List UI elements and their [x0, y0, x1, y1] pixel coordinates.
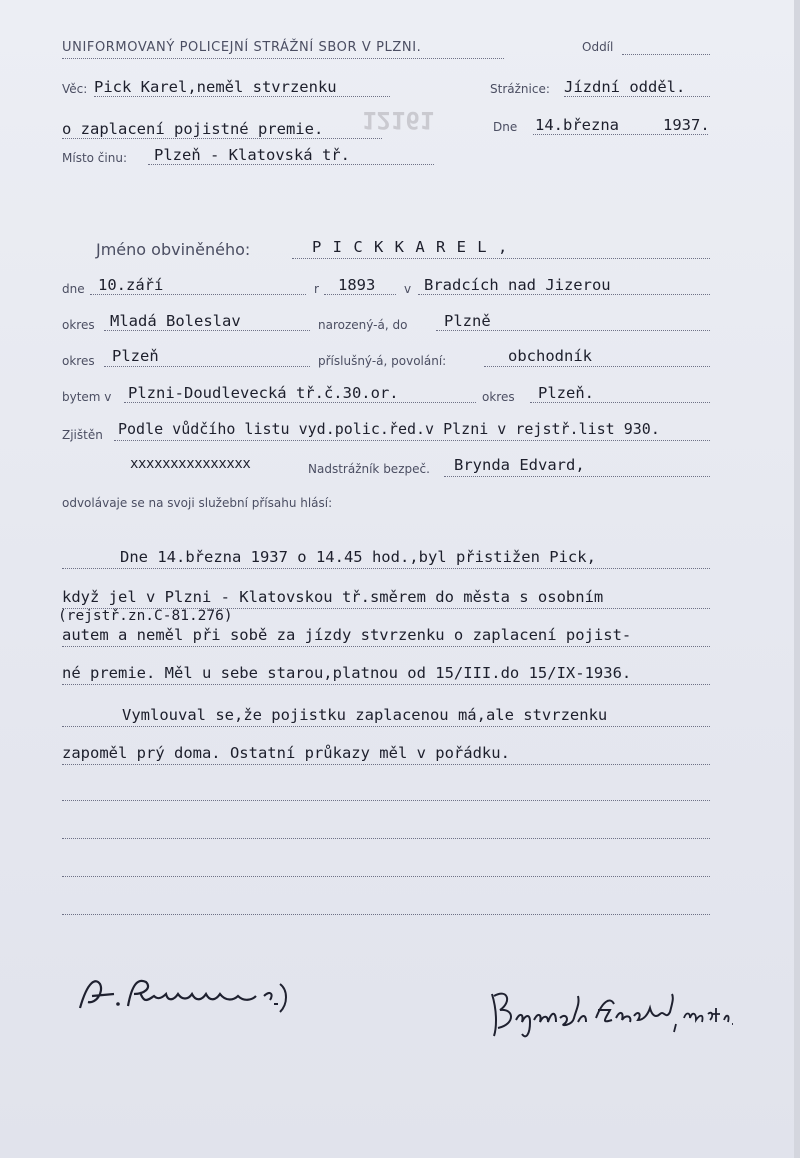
- station-rule: [564, 96, 710, 97]
- report-rule-6: [62, 764, 710, 765]
- blank-rule-1: [62, 800, 710, 801]
- prislusny-label: příslušný-á, povolání:: [318, 354, 447, 368]
- report-insert: (rejstř.zn.C-81.276): [58, 608, 233, 624]
- birth-day: 10.září: [98, 276, 164, 294]
- blank-rule-4: [62, 914, 710, 915]
- officer-name-rule: [444, 476, 710, 477]
- narozeny-value: Plzně: [444, 312, 491, 330]
- bytem-label: bytem v: [62, 390, 112, 404]
- narozeny-label: narozený-á, do: [318, 318, 408, 332]
- page-edge: [794, 0, 800, 1158]
- oath-text: odvolávaje se na svoji služební přísahu hlásí:: [62, 496, 333, 510]
- accused-name-label: Jméno obviněného:: [96, 240, 251, 259]
- report-line-6: zapoměl prý doma. Ostatní průkazy měl v pořádku.: [62, 744, 510, 762]
- domicile-district-rule: [104, 366, 310, 367]
- authority-header: UNIFORMOVANÝ POLICEJNÍ STRÁŽNÍ SBOR V PLZNI.: [62, 40, 422, 55]
- accused-name: P I C K K A R E L ,: [312, 238, 509, 256]
- residence: Plzni-Doudlevecká tř.č.30.or.: [128, 384, 399, 402]
- birth-district-rule: [104, 330, 310, 331]
- report-line-3: autem a neměl při sobě za jízdy stvrzenku o zaplacení pojist-: [62, 626, 632, 644]
- subject-line-1: Pick Karel,neměl stvrzenku: [94, 78, 337, 96]
- birth-place: Bradcích nad Jizerou: [424, 276, 611, 294]
- subject-line-2-rule: [62, 138, 382, 139]
- report-line-1: Dne 14.března 1937 o 14.45 hod.,byl přistižen Pick,: [120, 548, 596, 566]
- occupation: obchodník: [508, 347, 592, 365]
- report-rule-5: [62, 726, 710, 727]
- date-year: 1937.: [663, 116, 710, 134]
- accused-name-rule: [292, 258, 710, 259]
- place-value: Plzeň - Klatovská tř.: [154, 146, 350, 164]
- r-label: r: [314, 282, 319, 296]
- officer-rank-label: Nadstrážník bezpeč.: [308, 462, 430, 476]
- report-rule-1: [62, 568, 710, 569]
- date-value: 14.března: [535, 116, 619, 134]
- officer-name: Brynda Edvard,: [454, 456, 585, 474]
- identified-rule: [114, 440, 710, 441]
- subject-label: Věc:: [62, 82, 88, 96]
- blank-rule-2: [62, 838, 710, 839]
- identified: Podle vůdčího listu vyd.polic.řed.v Plzni v rejstř.list 930.: [118, 420, 660, 438]
- okres2-label: okres: [62, 354, 95, 368]
- date-label: Dne: [493, 120, 518, 134]
- place-label: Místo činu:: [62, 151, 127, 165]
- report-line-4: né premie. Měl u sebe starou,platnou od 15/III.do 15/IX-1936.: [62, 664, 632, 682]
- crossed-rank: xxxxxxxxxxxxxxx: [130, 456, 251, 472]
- header-rule: [62, 58, 504, 59]
- oddil-line: [622, 54, 710, 55]
- station-label: Strážnice:: [490, 82, 550, 96]
- residence-rule: [124, 402, 476, 403]
- v-label: v: [404, 282, 412, 296]
- birth-year-rule: [324, 294, 396, 295]
- station-value: Jízdní odděl.: [564, 78, 686, 96]
- stamp-number: 12161: [362, 106, 435, 134]
- birth-district: Mladá Boleslav: [110, 312, 241, 330]
- domicile-district: Plzeň: [112, 347, 159, 365]
- residence-district: Plzeň.: [538, 384, 594, 402]
- subject-line-1-rule: [94, 96, 390, 97]
- birth-year: 1893: [338, 276, 376, 294]
- oddil-label: Oddíl: [582, 40, 614, 54]
- birth-day-rule: [90, 294, 306, 295]
- subject-line-2: o zaplacení pojistné premie.: [62, 120, 324, 138]
- dne-label: dne: [62, 282, 85, 296]
- date-rule: [533, 134, 708, 135]
- okres-label: okres: [62, 318, 95, 332]
- signature-left: [74, 970, 294, 1020]
- place-rule: [148, 164, 434, 165]
- zjisten-label: Zjištěn: [62, 428, 103, 442]
- signature-right: [486, 984, 736, 1044]
- occupation-rule: [484, 366, 710, 367]
- narozeny-rule: [436, 330, 710, 331]
- residence-district-rule: [530, 402, 710, 403]
- birth-place-rule: [418, 294, 710, 295]
- report-rule-3: [62, 646, 710, 647]
- report-line-2: když jel v Plzni - Klatovskou tř.směrem do města s osobním: [62, 588, 604, 606]
- report-rule-4: [62, 684, 710, 685]
- report-line-5: Vymlouval se,že pojistku zaplacenou má,ale stvrzenku: [122, 706, 608, 724]
- okres3-label: okres: [482, 390, 515, 404]
- blank-rule-3: [62, 876, 710, 877]
